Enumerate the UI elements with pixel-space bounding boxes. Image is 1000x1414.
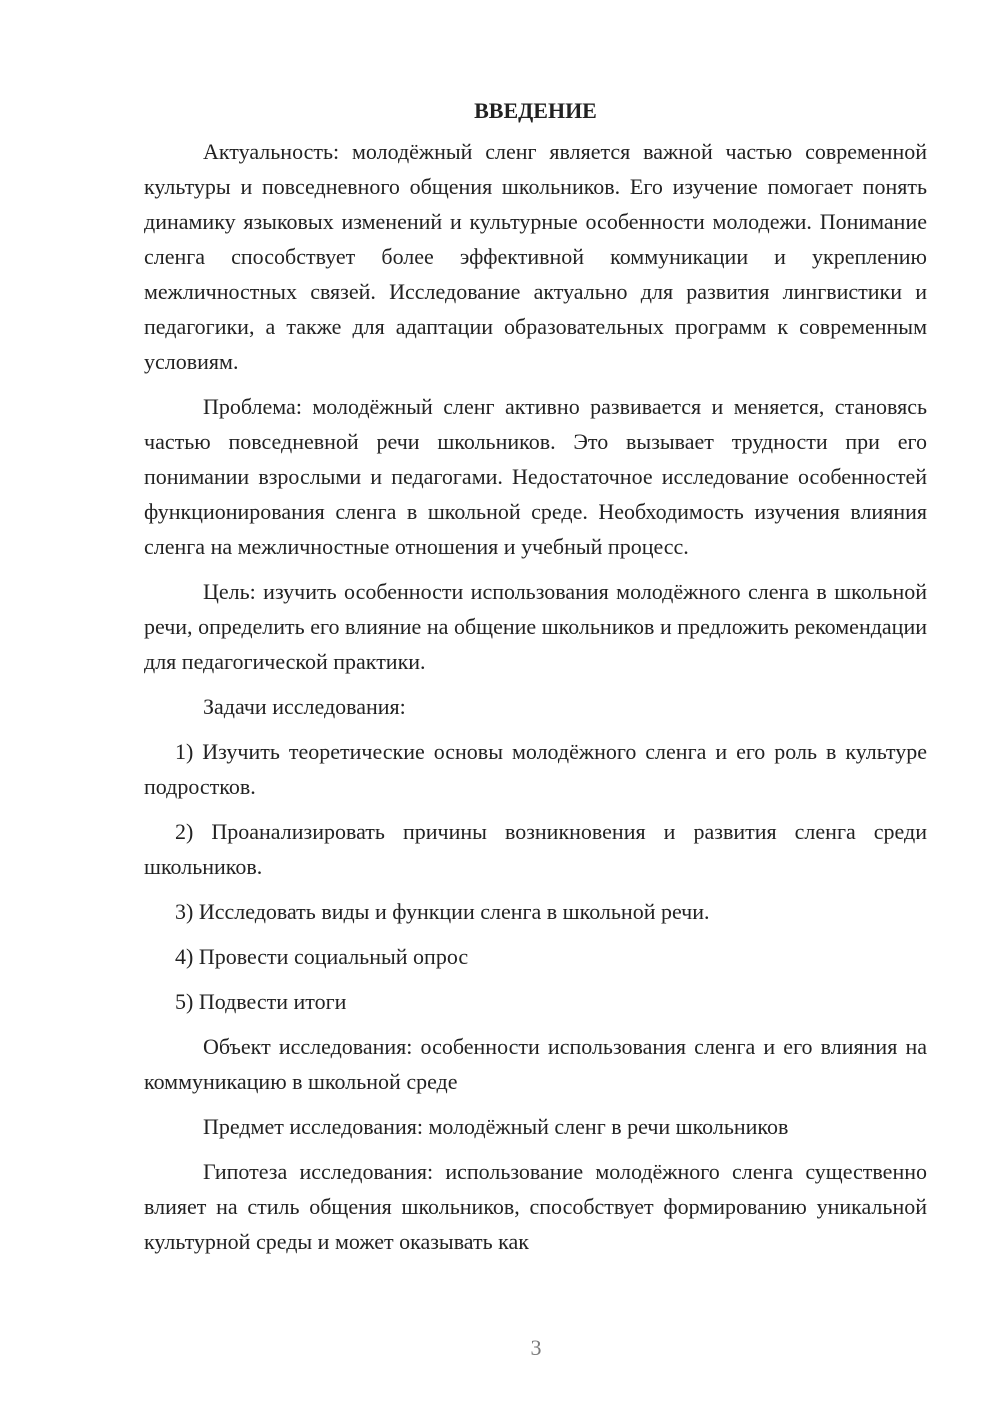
document-page [144, 96, 927, 1269]
paragraph-hypothesis: Гипотеза исследования: использование молодёжного сленга существенно влияет на стиль общения школьников, способствует формированию уникальной культурной среды и может оказывать как [144, 1159, 927, 1254]
task-item-4: 4) Провести социальный опрос [175, 944, 469, 969]
paragraph-goal: Цель: изучить особенности использования молодёжного сленга в школьной речи, определить его влияние на общение школьников и предложить рекомендации для педагогической практики. [144, 579, 927, 674]
paragraph-relevance: Актуальность: молодёжный сленг является важной частью современной культуры и повседневного общения школьников. Его изучение помогает понять динамику языковых изменений и культурные особенности молодежи. Понимание сленга способствует более эффективной коммуникации и укреплению межличностных связей. Исследование актуально для развития лингвистики и педагогики, а также для адаптации образовательных программ к современным условиям. [144, 139, 927, 374]
paragraph-problem: Проблема: молодёжный сленг активно развивается и меняется, становясь частью повседневной речи школьников. Это вызывает трудности при его понимании взрослыми и педагогами. Недостаточное исследование особенностей функционирования сленга в школьной среде. Необходимость изучения влияния сленга на межличностные отношения и учебный процесс. [144, 394, 927, 559]
section-heading: ВВЕДЕНИЕ [474, 98, 597, 123]
task-item-1: 1) Изучить теоретические основы молодёжного сленга и его роль в культуре подростков. [144, 739, 927, 799]
tasks-title: Задачи исследования: [203, 694, 406, 719]
paragraph-subject: Предмет исследования: молодёжный сленг в речи школьников [203, 1114, 789, 1139]
task-item-5: 5) Подвести итоги [175, 989, 347, 1014]
task-item-3: 3) Исследовать виды и функции сленга в школьной речи. [175, 899, 710, 924]
paragraph-object: Объект исследования: особенности использования сленга и его влияния на коммуникацию в школьной среде [144, 1034, 927, 1094]
page-number: 3 [530, 1335, 542, 1360]
task-item-2: 2) Проанализировать причины возникновения и развития сленга среди школьников. [144, 819, 927, 879]
